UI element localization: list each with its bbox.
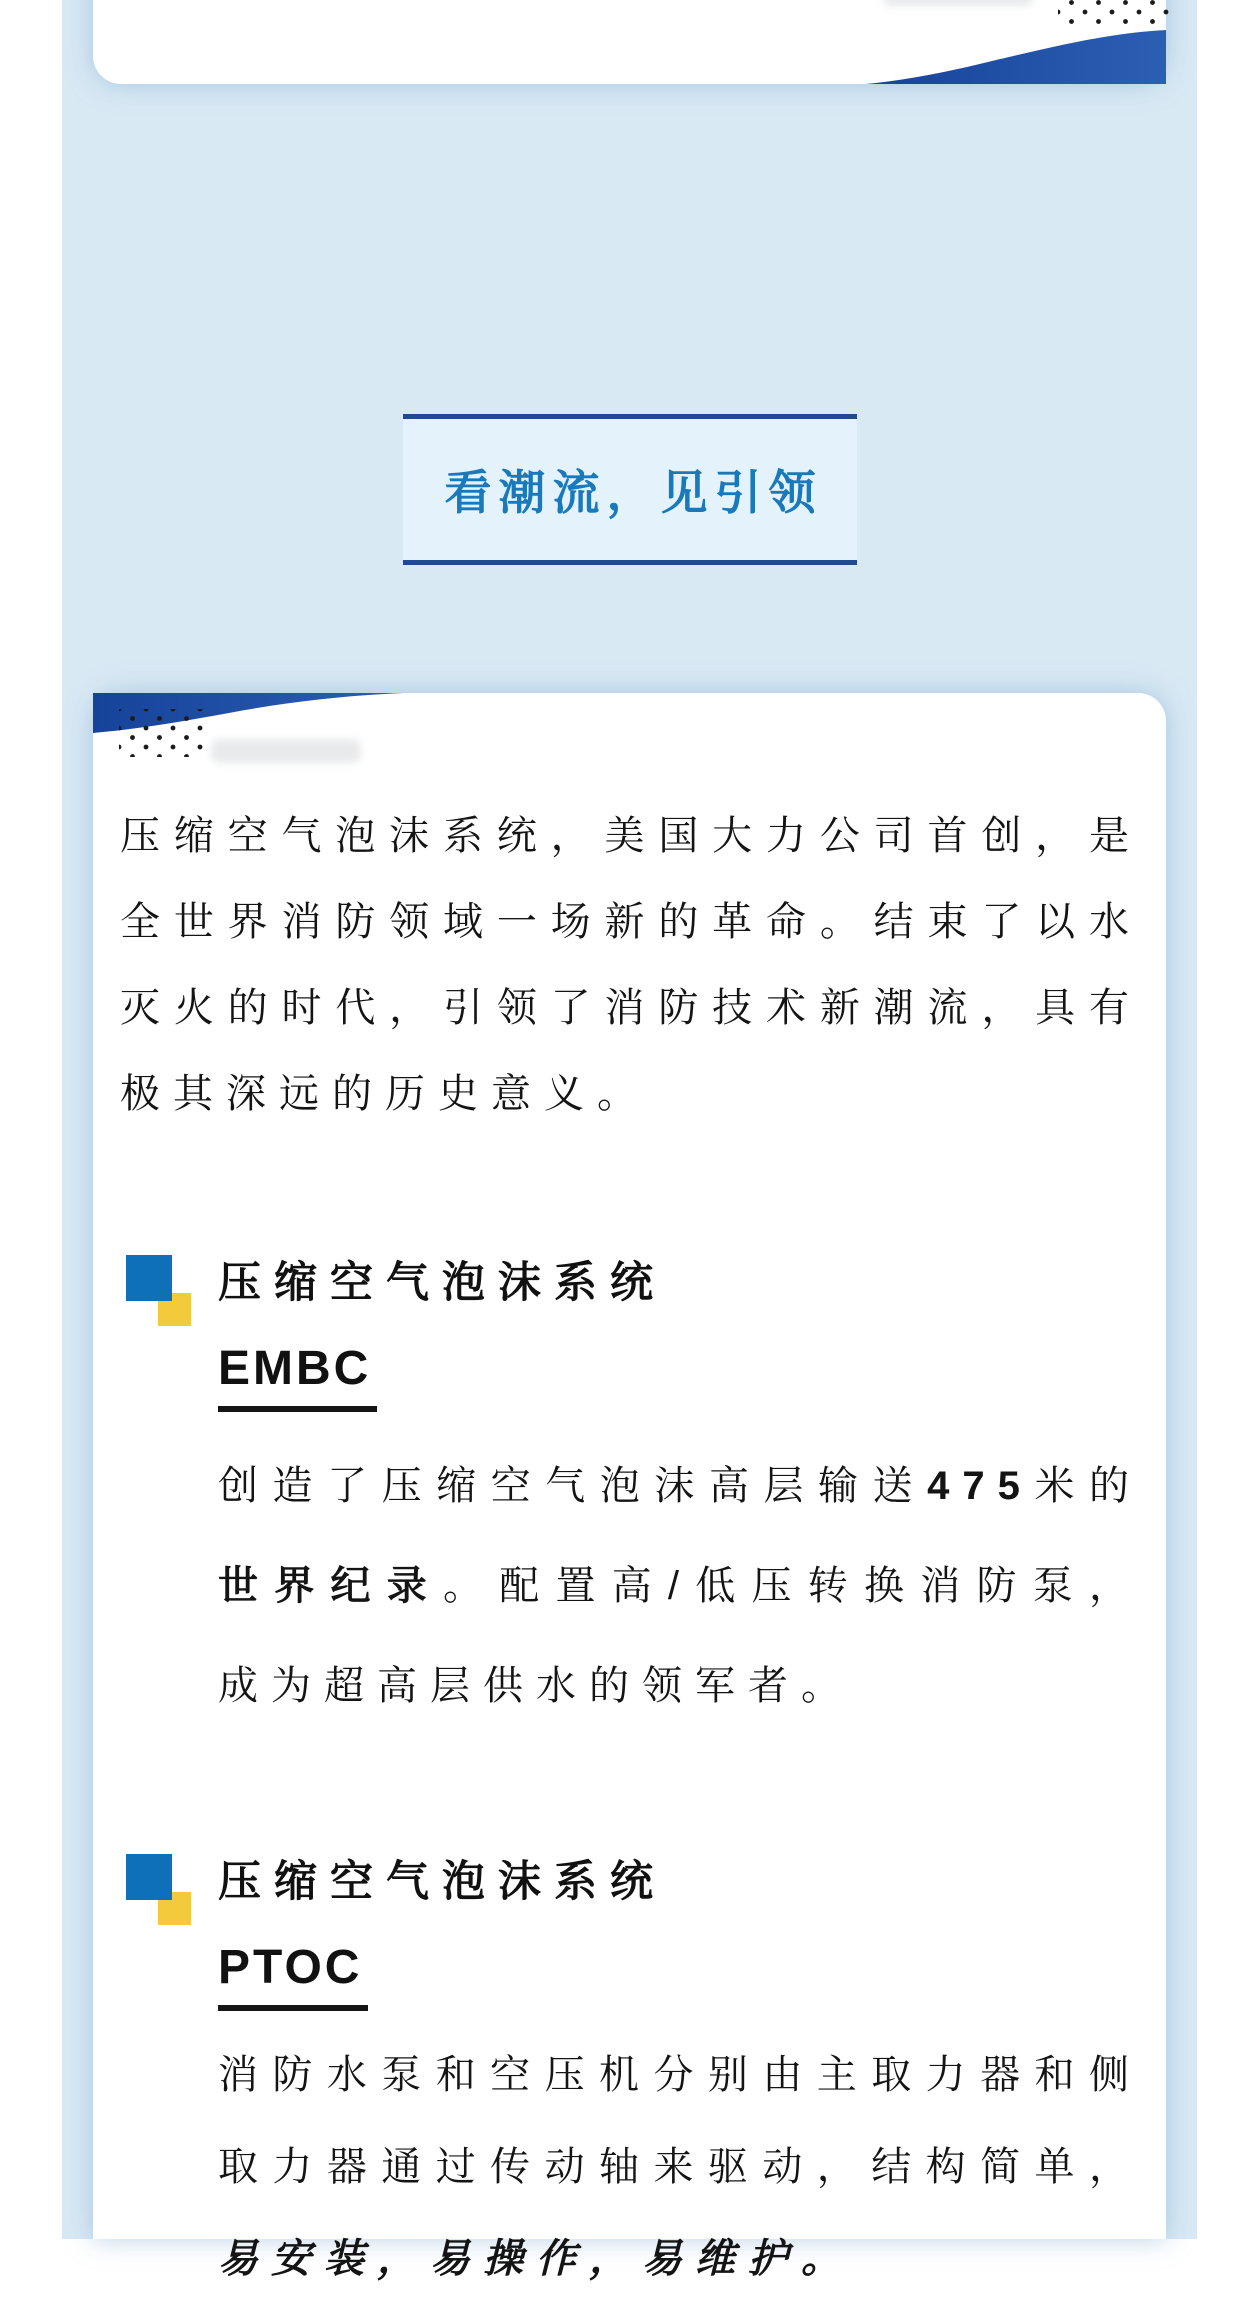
section-code-embc: EMBC: [218, 1341, 1142, 1412]
section-title: 压缩空气泡沫系统: [218, 1259, 666, 1307]
content-card: [93, 693, 1166, 2281]
bullet-squares-icon: [126, 1852, 218, 1926]
content-column: [62, 0, 1197, 2281]
section-ptoc: [120, 1852, 1142, 2305]
section-header: [120, 1852, 1142, 1926]
watermark: [883, 0, 1033, 6]
bullet-squares-icon: [126, 1253, 218, 1327]
dots-pattern: [1058, 0, 1173, 24]
section-embc: [120, 1253, 1142, 1736]
previous-card-tail: [93, 0, 1166, 84]
watermark: [211, 739, 361, 763]
intro-paragraph: 压缩空气泡沫系统，美国大力公司首创，是全世界消防领域一场新的革命。结束了以水灭火的时代，引领了消防技术新潮流，具有极其深远的历史意义。: [120, 814, 1142, 1116]
dots-pattern: [119, 709, 205, 757]
blue-square-icon: [126, 1255, 172, 1301]
card-content: [93, 693, 1166, 2305]
section-code-ptoc: PTOC: [218, 1940, 1142, 2011]
section-body-embc: 创造了压缩空气泡沫高层输送475米的世界纪录。配置高/低压转换消防泵，成为超高层供水的领军者。: [218, 1464, 1143, 1708]
section-body-ptoc: 消防水泵和空压机分别由主取力器和侧取力器通过传动轴来驱动，结构简单，易安装，易操作，易维护。: [218, 2053, 1142, 2281]
section-title: 压缩空气泡沫系统: [218, 1858, 666, 1906]
section-banner: [403, 414, 857, 565]
section-header: [120, 1253, 1142, 1327]
banner-text: 看潮流，见引领: [444, 466, 823, 519]
wave-decoration: [866, 26, 1166, 84]
blue-square-icon: [126, 1854, 172, 1900]
